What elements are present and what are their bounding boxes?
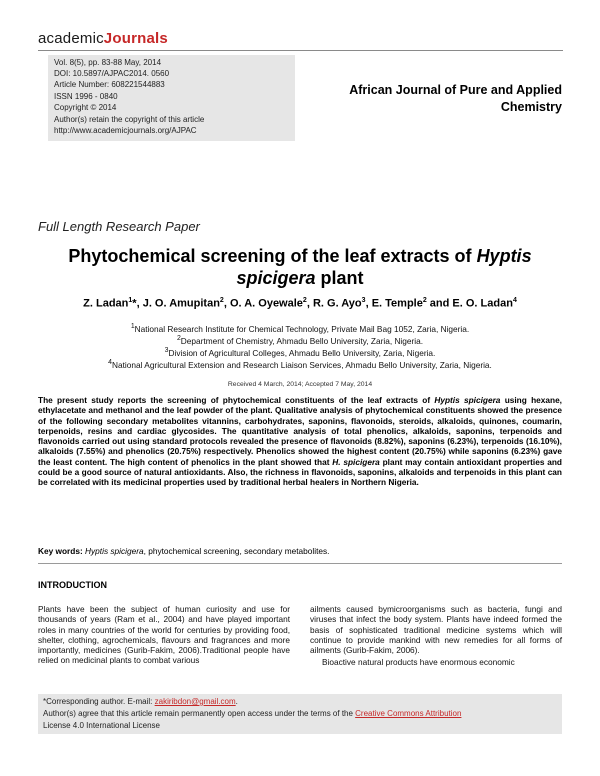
meta-url[interactable]: http://www.academicjournals.org/AJPAC (54, 126, 197, 135)
corr-end: . (235, 697, 238, 706)
article-meta-box (48, 55, 295, 141)
meta-article-number: Article Number: 608221544883 (54, 80, 165, 89)
title-italic-genus: Hyptis (476, 246, 532, 266)
license-link[interactable]: Creative Commons Attribution (355, 709, 462, 718)
header-divider (38, 50, 563, 51)
publisher-logo (38, 30, 168, 47)
abstract-italic: Hyptis spicigera (434, 395, 501, 405)
affil-sup: 4 (108, 359, 112, 366)
paper-title (60, 245, 540, 289)
author-name: J. O. Amupitan (142, 297, 220, 310)
author-star: * (132, 297, 137, 310)
affil-text: National Research Institute for Chemical Technology, Private Mail Bag 1052, Zaria, Nigeria. (134, 323, 470, 334)
author-name: Z. Ladan (83, 297, 129, 310)
keywords-italic: Hyptis spicigera (85, 546, 144, 556)
author-name: E. Temple (371, 297, 423, 310)
meta-retain: Author(s) retain the copyright of this article (54, 115, 205, 124)
license-line-2: License 4.0 International License (43, 721, 160, 730)
license-text: Author(s) agree that this article remain permanently open access under the terms of the (43, 709, 356, 718)
email-link[interactable]: zakiribdon@gmail.com (154, 697, 236, 706)
affiliation-4 (40, 359, 560, 370)
logo-text-journals: Journals (103, 30, 168, 47)
author-sup: 2 (422, 297, 427, 304)
paper-type: Full Length Research Paper (38, 219, 200, 234)
title-text: Phytochemical screening of the leaf extracts of (68, 246, 477, 266)
title-italic-species: spicigera (236, 268, 316, 288)
affil-text: Division of Agricultural Colleges, Ahmadu Bello University, Zaria, Nigeria. (168, 347, 436, 358)
affiliation-2 (40, 335, 560, 346)
abstract-text: plant may contain antioxidant properties and could be a good source of natural antioxidants. Also, the richness in flavonoids, saponins, alkaloids and terpenoids in this plant can be correlated with its medicinal properties used by traditional herbal healers in Northern Nigeria. (38, 456, 562, 488)
author-sup: 2 (302, 297, 307, 304)
affiliation-3 (40, 347, 560, 358)
license-line (43, 709, 461, 718)
author-sup: 1 (128, 297, 133, 304)
affiliation-1 (40, 323, 560, 334)
keywords-label: Key words: (38, 546, 83, 556)
author-name: E. O. Ladan (452, 297, 513, 310)
author-list: Z. Ladan$^1$*, J. O. Amupitan$^2$, O. A. Oyewale$^2$, R. G. Ayo$^3$, E. Temple$^2$ and E. O. Ladan$^4$ (83, 297, 517, 310)
journal-name-line2: Chemistry (500, 100, 562, 114)
abstract-text: using hexane, ethylacetate and methanol and the leaf powder of the plant. Qualitative analysis of phytochemical constituents showed the presence of the following secondary metabolites vitannins, carbohydrates, saponins, flavonoids, steroids, alkaloids, quinones, coumarin, terpenoids, resins and cardiac glycosides. The quantitative analysis of total phenolics, alkaloids, saponins, terpenoids and flavonoids carried out using standard protocols revealed the presence of flavonoids (8.82%), saponins (6.23%), terpenoids (16.10%), alkaloids (7.55%) and phenolics (20.75%) respectively. Phenolics showed the highest content (20.75%) while saponins (6.23%) gave the least content. The high content of phenolics in the plant showed that (38, 395, 562, 467)
intro-paragraph: Bioactive natural products have enormous economic (322, 657, 515, 668)
author-sup: 4 (512, 297, 517, 304)
abstract-text: The present study reports the screening of phytochemical constituents of the leaf extracts of (38, 395, 435, 405)
author-sup: 2 (219, 297, 224, 304)
logo-text-academic: academic (38, 30, 104, 47)
section-divider (38, 563, 562, 564)
title-text-end: plant (315, 268, 364, 288)
intro-paragraph: ailments caused bymicroorganisms such as bacteria, fungi and viruses that infect the body system. Plants have indeed formed the basis of sophisticated traditional medicine systems which will continue to provide mankind with new remedies for all forms of ailments (Gurib-Fakim, 2006). (310, 604, 562, 656)
keywords (38, 546, 562, 556)
received-dates: Received 4 March, 2014; Accepted 7 May, 2014 (227, 381, 373, 388)
keywords-text: , phytochemical screening, secondary metabolites. (143, 546, 330, 556)
footer-box (38, 694, 562, 734)
affil-text: National Agricultural Extension and Research Liaison Services, Ahmadu Bello University, Zaria, Nigeria. (112, 359, 492, 370)
author-name: O. A. Oyewale (229, 297, 303, 310)
abstract-italic: H. spicigera (332, 456, 380, 467)
corresponding-author (43, 697, 238, 706)
abstract (38, 395, 562, 488)
author-name: R. G. Ayo (312, 297, 362, 310)
affil-sup: 3 (164, 347, 169, 354)
intro-column-left: Plants have been the subject of human curiosity and use for thousands of years (Ram et al., 2004) and have played important roles in many countries of the world for centuries by providing food, shelter, clothing, agrochemicals, flavours and fragrances and more importantly, medicines (Gurib-Fakim, 2006).Traditional people have relied on medicinal plants to combat various (38, 604, 290, 666)
affil-sup: 1 (130, 323, 135, 330)
affil-sup: 2 (176, 335, 181, 342)
journal-name (300, 82, 562, 116)
meta-issn: ISSN 1996 - 0840 (54, 92, 118, 101)
meta-volume: Vol. 8(5), pp. 83-88 May, 2014 (54, 58, 162, 67)
section-heading-introduction: INTRODUCTION (38, 580, 107, 590)
intro-column-right (310, 604, 562, 668)
meta-doi: DOI: 10.5897/AJPAC2014. 0560 (54, 69, 170, 78)
meta-copyright: Copyright © 2014 (54, 103, 117, 112)
corr-label: *Corresponding author. E-mail: (43, 697, 155, 706)
journal-name-line1: African Journal of Pure and Applied (349, 83, 562, 97)
author-sup: 3 (361, 297, 366, 304)
affil-text: Department of Chemistry, Ahmadu Bello University, Zaria, Nigeria. (180, 335, 424, 346)
